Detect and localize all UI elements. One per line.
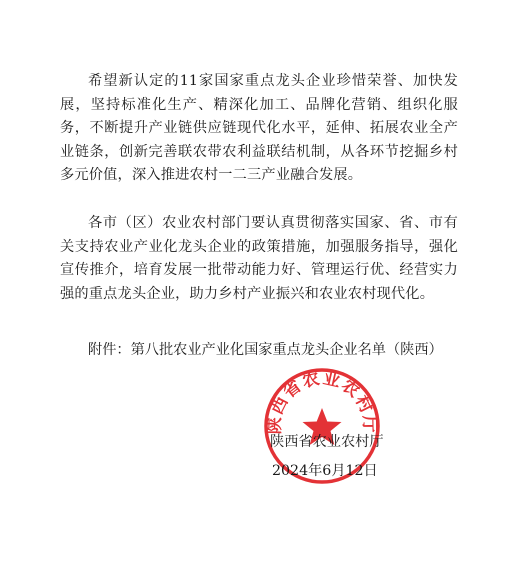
signature-date: 2024年6月12日 <box>272 463 378 479</box>
attachment-line: 附件：第八批农业产业化国家重点龙头企业名单（陕西） <box>88 342 443 358</box>
paragraph-2: 各市（区）农业农村部门要认真贯彻落实国家、省、市有关支持农业产业化龙头企业的政策措施，加强服务指导，强化宣传推介，培育发展一批带动能力好、管理运行优、经营实力强的重点龙头企业，助力乡村产业振兴和农业农村现代化。 <box>60 215 458 302</box>
paragraph-1: 希望新认定的11家国家重点龙头企业珍惜荣誉、加快发展，坚持标准化生产、精深化加工、品牌化营销、组织化服务，不断提升产业链供应链现代化水平，延伸、拓展农业全产业链条，创新完善联农带农利益联结机制，从各环节挖掘乡村多元价值，深入推进农村一二三产业融合发展。 <box>60 73 458 184</box>
seal-arc-text: 陕西省农业农村厅 <box>264 368 380 435</box>
signature-organization: 陕西省农业农村厅 <box>270 434 384 450</box>
